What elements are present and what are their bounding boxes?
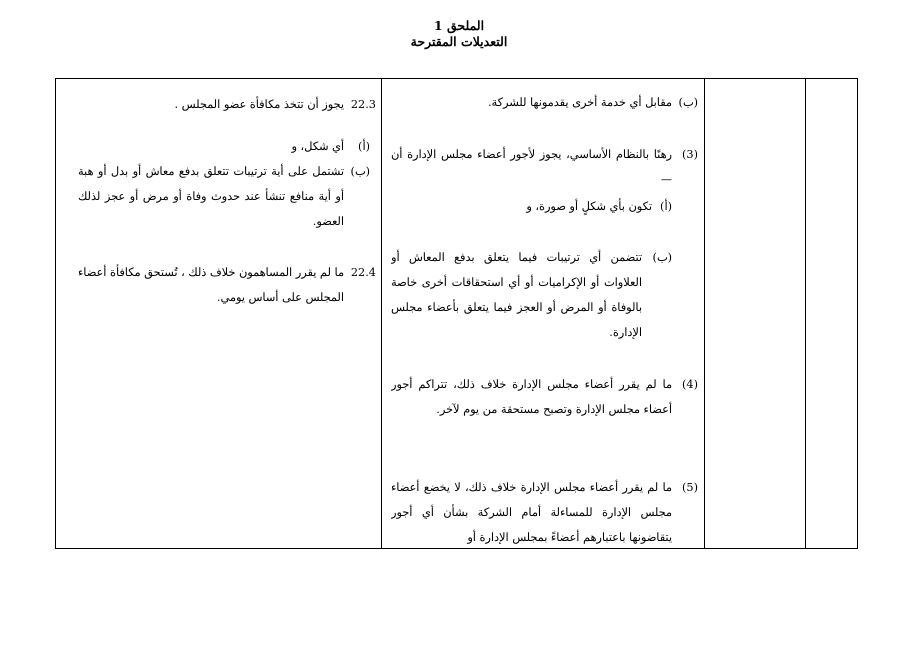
clause-text: تكون بأي شكلٍ أو صورة، و — [526, 200, 652, 213]
clause-4 — [391, 372, 698, 450]
clause-22-3 — [78, 92, 376, 118]
clause-b — [391, 90, 698, 116]
clause-3b — [391, 245, 698, 349]
proposed-text-column — [391, 79, 698, 548]
clause-text: أي شكل، و — [291, 140, 344, 153]
clause-text: مقابل أي خدمة أخرى يقدمونها للشركة. — [487, 96, 672, 109]
clause-text: ما لم يقرر أعضاء مجلس الإدارة خلاف ذلك، لا يخضع أعضاء مجلس الإدارة للمساءلة أمام الشركة بشأن أي أجور يتقاضونها باعتبارهم أعضاءً بمجلس الإدارة أو — [391, 481, 672, 544]
clause-5 — [391, 475, 698, 548]
clause-3 — [391, 142, 698, 194]
clause-a — [78, 134, 376, 160]
clause-number: (5) — [681, 481, 698, 494]
clause-text: يجوز أن تتخذ مكافأة عضو المجلس . — [174, 98, 344, 111]
clause-number: (أ) — [358, 140, 370, 153]
clause-number: (أ) — [660, 200, 672, 213]
column-divider — [704, 79, 705, 548]
clause-b-left — [78, 159, 376, 237]
clause-text: تتضمن أي ترتيبات فيما يتعلق بدفع المعاش أو العلاوات أو الإكراميات أو أي استحقاقات أخرى خاصة بالوفاة أو المرض أو العجز فيما يتعلق بأعضاء مجلس الإدارة. — [391, 251, 642, 339]
clause-text: رهنًا بالنظام الأساسي، يجوز لأجور أعضاء مجلس الإدارة أن— — [391, 148, 672, 186]
clause-text: تشتمل على أية ترتيبات تتعلق بدفع معاش أو بدل أو هبة أو أية منافع تنشأ عند حدوث وفاة أو مرض أو عجز لذلك العضو. — [78, 165, 344, 228]
clause-22-4 — [78, 260, 376, 312]
clause-number: (ب) — [350, 165, 370, 178]
clause-number: (4) — [681, 378, 698, 391]
clause-number: 22.3 — [350, 98, 376, 111]
amendments-table — [55, 78, 858, 549]
annex-title: الملحق 1 — [433, 18, 485, 33]
column-divider — [805, 79, 806, 548]
clause-number: (3) — [681, 148, 698, 161]
clause-number: 22.4 — [350, 266, 376, 279]
clause-number: (ب) — [678, 96, 698, 109]
annex-subtitle: التعديلات المقترحة — [410, 34, 508, 49]
column-divider — [381, 79, 382, 548]
clause-text: ما لم يقرر المساهمون خلاف ذلك ، تُستحق مكافأة أعضاء المجلس على أساس يومي. — [78, 266, 344, 304]
clause-text: ما لم يقرر أعضاء مجلس الإدارة خلاف ذلك، تتراكم أجور أعضاء مجلس الإدارة وتصبح مستحقة من يوم لآخر. — [391, 378, 672, 416]
clause-3a — [391, 194, 698, 220]
clause-number: (ب) — [652, 251, 672, 264]
current-text-column — [78, 79, 376, 548]
document-header — [0, 18, 918, 50]
